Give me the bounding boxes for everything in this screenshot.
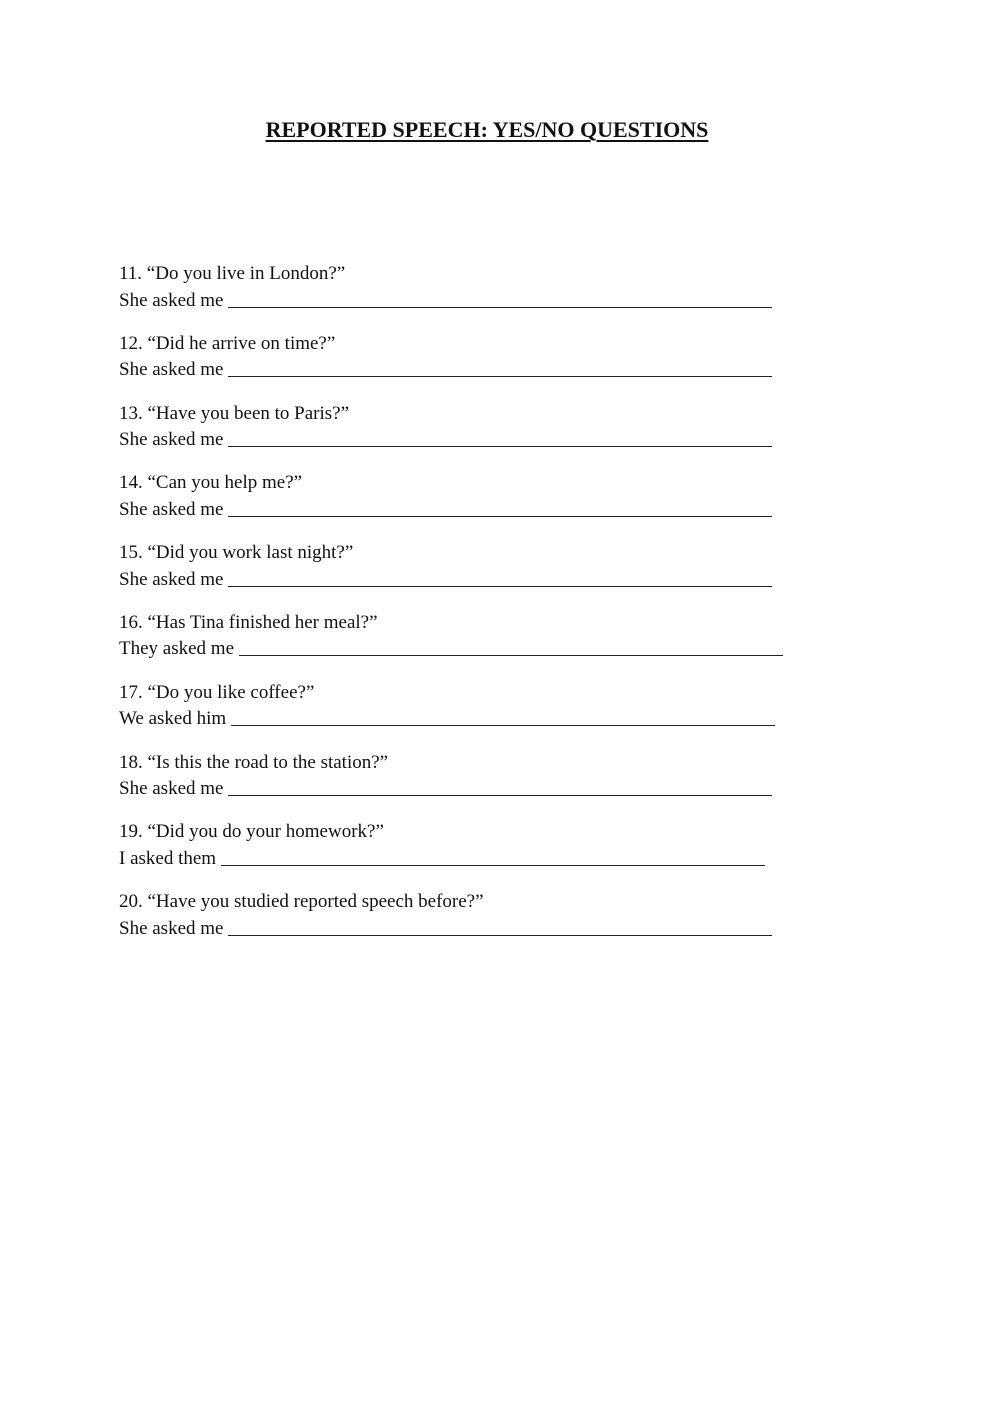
question-text: 18. “Is this the road to the station?” <box>119 751 389 773</box>
answer-line <box>119 286 819 313</box>
exercise-list <box>119 262 819 960</box>
answer-prompt: She asked me <box>119 778 224 800</box>
question-text: 14. “Can you help me?” <box>119 472 303 494</box>
answer-prompt: We asked him <box>119 708 227 730</box>
exercise-item-13 <box>119 402 819 472</box>
answer-blank[interactable] <box>231 706 775 726</box>
page-title: REPORTED SPEECH: YES/NO QUESTIONS <box>265 117 709 142</box>
answer-blank[interactable] <box>228 497 772 517</box>
answer-blank[interactable] <box>228 916 772 936</box>
exercise-item-16 <box>119 611 819 681</box>
exercise-item-11 <box>119 262 819 332</box>
answer-blank[interactable] <box>228 288 772 308</box>
answer-prompt: She asked me <box>119 498 224 520</box>
question-text: 16. “Has Tina finished her meal?” <box>119 611 378 633</box>
answer-line <box>119 495 819 522</box>
question-text: 15. “Did you work last night?” <box>119 542 354 564</box>
answer-line <box>119 914 819 941</box>
question-text: 13. “Have you been to Paris?” <box>119 402 350 424</box>
answer-prompt: She asked me <box>119 917 224 939</box>
answer-line <box>119 634 819 661</box>
exercise-item-18 <box>119 751 819 821</box>
answer-prompt: She asked me <box>119 359 224 381</box>
exercise-item-14 <box>119 471 819 541</box>
answer-line <box>119 704 819 731</box>
exercise-item-12 <box>119 332 819 402</box>
answer-prompt: She asked me <box>119 568 224 590</box>
answer-blank[interactable] <box>228 567 772 587</box>
answer-blank[interactable] <box>221 846 765 866</box>
exercise-item-17 <box>119 681 819 751</box>
answer-blank[interactable] <box>228 427 772 447</box>
question-text: 17. “Do you like coffee?” <box>119 681 315 703</box>
answer-line <box>119 425 819 452</box>
answer-line <box>119 355 819 382</box>
answer-line <box>119 565 819 592</box>
answer-prompt: I asked them <box>119 847 217 869</box>
answer-blank[interactable] <box>228 776 772 796</box>
answer-prompt: She asked me <box>119 289 224 311</box>
exercise-item-19 <box>119 820 819 890</box>
answer-prompt: They asked me <box>119 638 235 660</box>
exercise-item-15 <box>119 541 819 611</box>
answer-prompt: She asked me <box>119 429 224 451</box>
question-text: 20. “Have you studied reported speech before?” <box>119 891 484 913</box>
answer-line <box>119 774 819 801</box>
question-text: 19. “Did you do your homework?” <box>119 821 384 843</box>
question-text: 12. “Did he arrive on time?” <box>119 332 336 354</box>
answer-blank[interactable] <box>239 636 783 656</box>
question-text: 11. “Do you live in London?” <box>119 263 346 284</box>
exercise-item-20 <box>119 890 819 960</box>
answer-line <box>119 844 819 871</box>
answer-blank[interactable] <box>228 357 772 377</box>
